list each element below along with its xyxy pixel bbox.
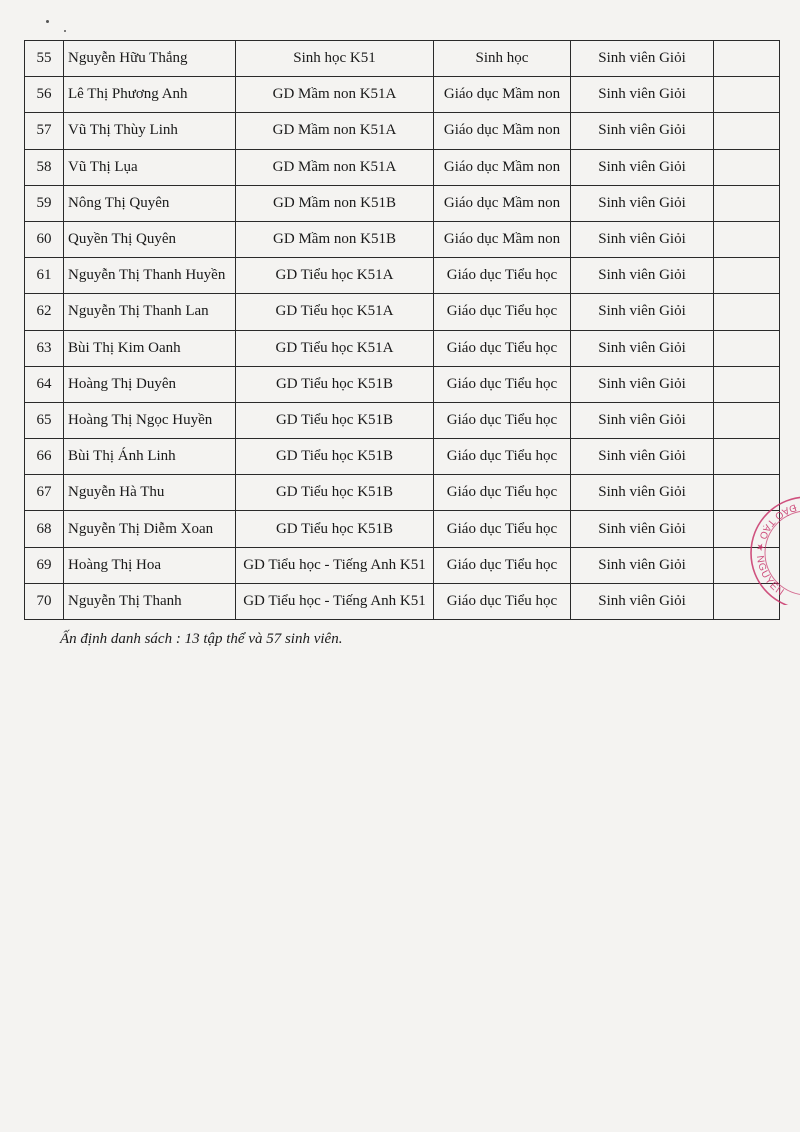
table-row (25, 439, 780, 475)
student-name: Nguyễn Thị Thanh Lan (64, 294, 236, 330)
note-cell (714, 258, 780, 294)
row-number: 64 (25, 366, 64, 402)
row-number: 66 (25, 439, 64, 475)
table-row (25, 77, 780, 113)
rank-label: Sinh viên Giỏi (571, 366, 714, 402)
row-number: 68 (25, 511, 64, 547)
class-name: GD Tiểu học K51A (236, 330, 434, 366)
class-name: Sinh học K51 (236, 41, 434, 77)
major-name: Giáo dục Tiểu học (434, 583, 571, 619)
class-name: GD Tiểu học K51A (236, 258, 434, 294)
note-cell (714, 77, 780, 113)
svg-text:ĐÀO TẠO ★ NGUYÊN: ĐÀO TẠO ★ NGUYÊN (753, 501, 798, 599)
class-name: GD Mầm non K51A (236, 149, 434, 185)
row-number: 61 (25, 258, 64, 294)
note-cell (714, 511, 780, 547)
note-cell (714, 402, 780, 438)
student-name: Vũ Thị Thùy Linh (64, 113, 236, 149)
rank-label: Sinh viên Giỏi (571, 330, 714, 366)
table-row (25, 583, 780, 619)
table-row (25, 113, 780, 149)
major-name: Giáo dục Tiểu học (434, 294, 571, 330)
rank-label: Sinh viên Giỏi (571, 149, 714, 185)
footer-note: Ấn định danh sách : 13 tập thể và 57 sinh viên. (60, 631, 343, 647)
student-name: Hoàng Thị Hoa (64, 547, 236, 583)
student-name: Nguyễn Thị Diễm Xoan (64, 511, 236, 547)
rank-label: Sinh viên Giỏi (571, 41, 714, 77)
row-number: 69 (25, 547, 64, 583)
rank-label: Sinh viên Giỏi (571, 439, 714, 475)
table-row (25, 149, 780, 185)
table-row (25, 402, 780, 438)
rank-label: Sinh viên Giỏi (571, 511, 714, 547)
note-cell (714, 475, 780, 511)
row-number: 55 (25, 41, 64, 77)
rank-label: Sinh viên Giỏi (571, 547, 714, 583)
major-name: Giáo dục Mầm non (434, 77, 571, 113)
note-cell (714, 366, 780, 402)
class-name: GD Tiểu học K51B (236, 475, 434, 511)
table-row (25, 258, 780, 294)
note-cell (714, 439, 780, 475)
class-name: GD Mầm non K51A (236, 77, 434, 113)
row-number: 57 (25, 113, 64, 149)
student-name: Lê Thị Phương Anh (64, 77, 236, 113)
major-name: Giáo dục Mầm non (434, 113, 571, 149)
scan-speck (64, 30, 66, 32)
student-name: Hoàng Thị Ngọc Huyền (64, 402, 236, 438)
major-name: Giáo dục Mầm non (434, 221, 571, 257)
student-award-table (24, 40, 780, 620)
table-row (25, 547, 780, 583)
row-number: 67 (25, 475, 64, 511)
major-name: Giáo dục Mầm non (434, 149, 571, 185)
rank-label: Sinh viên Giỏi (571, 475, 714, 511)
table-row (25, 294, 780, 330)
class-name: GD Tiểu học K51A (236, 294, 434, 330)
rank-label: Sinh viên Giỏi (571, 583, 714, 619)
row-number: 58 (25, 149, 64, 185)
table-row (25, 511, 780, 547)
note-cell (714, 113, 780, 149)
rank-label: Sinh viên Giỏi (571, 185, 714, 221)
table-row (25, 366, 780, 402)
rank-label: Sinh viên Giỏi (571, 402, 714, 438)
class-name: GD Mầm non K51B (236, 185, 434, 221)
table-row (25, 185, 780, 221)
student-name: Vũ Thị Lụa (64, 149, 236, 185)
table-row (25, 221, 780, 257)
row-number: 65 (25, 402, 64, 438)
note-cell (714, 330, 780, 366)
rank-label: Sinh viên Giỏi (571, 77, 714, 113)
class-name: GD Tiểu học K51B (236, 402, 434, 438)
table-row (25, 330, 780, 366)
class-name: GD Tiểu học - Tiếng Anh K51 (236, 547, 434, 583)
major-name: Giáo dục Tiểu học (434, 511, 571, 547)
student-name: Bùi Thị Ánh Linh (64, 439, 236, 475)
class-name: GD Mầm non K51A (236, 113, 434, 149)
major-name: Giáo dục Tiểu học (434, 330, 571, 366)
rank-label: Sinh viên Giỏi (571, 221, 714, 257)
class-name: GD Mầm non K51B (236, 221, 434, 257)
major-name: Giáo dục Tiểu học (434, 475, 571, 511)
student-name: Nguyễn Thị Thanh Huyền (64, 258, 236, 294)
note-cell (714, 41, 780, 77)
note-cell (714, 547, 780, 583)
major-name: Giáo dục Tiểu học (434, 547, 571, 583)
rank-label: Sinh viên Giỏi (571, 258, 714, 294)
row-number: 60 (25, 221, 64, 257)
major-name: Sinh học (434, 41, 571, 77)
note-cell (714, 185, 780, 221)
major-name: Giáo dục Tiểu học (434, 439, 571, 475)
row-number: 63 (25, 330, 64, 366)
student-name: Hoàng Thị Duyên (64, 366, 236, 402)
table-row (25, 475, 780, 511)
major-name: Giáo dục Tiểu học (434, 258, 571, 294)
major-name: Giáo dục Tiểu học (434, 366, 571, 402)
student-name: Quyền Thị Quyên (64, 221, 236, 257)
scan-speck (46, 20, 49, 23)
note-cell (714, 583, 780, 619)
student-name: Nguyễn Hữu Thắng (64, 41, 236, 77)
major-name: Giáo dục Mầm non (434, 185, 571, 221)
class-name: GD Tiểu học - Tiếng Anh K51 (236, 583, 434, 619)
student-name: Bùi Thị Kim Oanh (64, 330, 236, 366)
table-row (25, 41, 780, 77)
class-name: GD Tiểu học K51B (236, 366, 434, 402)
class-name: GD Tiểu học K51B (236, 511, 434, 547)
note-cell (714, 221, 780, 257)
class-name: GD Tiểu học K51B (236, 439, 434, 475)
major-name: Giáo dục Tiểu học (434, 402, 571, 438)
rank-label: Sinh viên Giỏi (571, 294, 714, 330)
row-number: 62 (25, 294, 64, 330)
student-name: Nông Thị Quyên (64, 185, 236, 221)
rank-label: Sinh viên Giỏi (571, 113, 714, 149)
student-name: Nguyễn Thị Thanh (64, 583, 236, 619)
note-cell (714, 294, 780, 330)
student-name: Nguyễn Hà Thu (64, 475, 236, 511)
note-cell (714, 149, 780, 185)
row-number: 70 (25, 583, 64, 619)
row-number: 56 (25, 77, 64, 113)
row-number: 59 (25, 185, 64, 221)
